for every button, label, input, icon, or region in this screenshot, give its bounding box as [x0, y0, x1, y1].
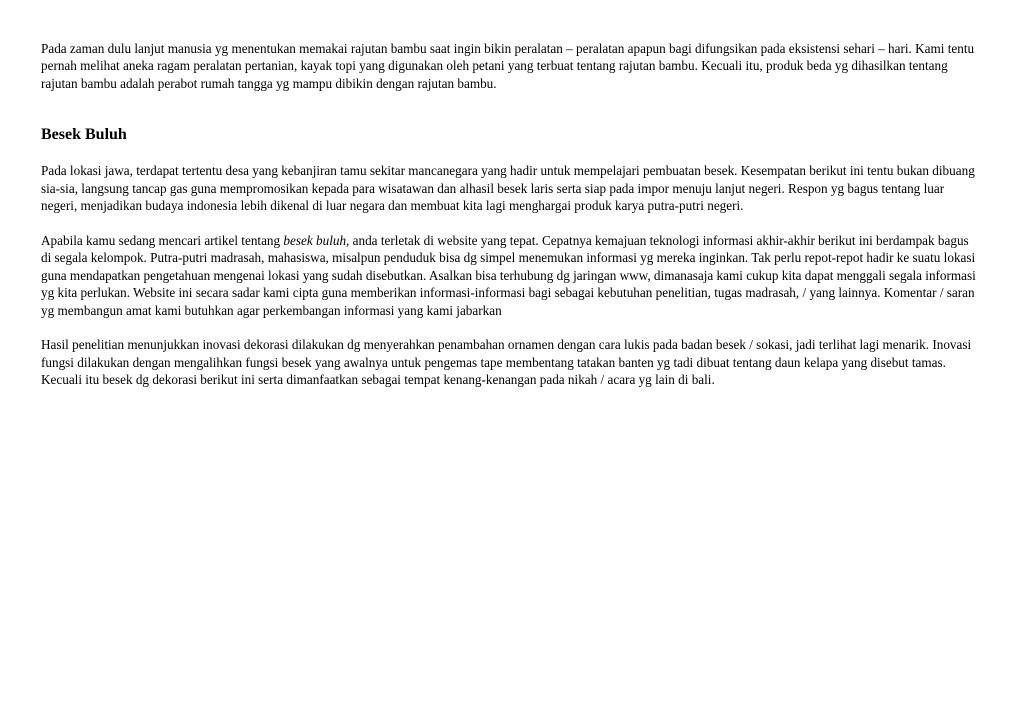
paragraph-2 — [41, 232, 981, 319]
article-body — [41, 40, 981, 406]
keyword-emphasis: besek buluh — [283, 232, 347, 248]
paragraph-2-text-after: , anda terletak di website yang tepat. Cepatnya kemajuan teknologi informasi akhir-akhir berikut ini berdampak bagus di segala kelompok. Putra-putri madrasah, mahasiswa, misalpun penduduk bisa dg simpel menemukan informasi yg mereka inginkan. Tak perlu repot-repot hadir ke suatu lokasi guna mendapatkan pengetahuan mengenai lokasi yang sudah disebutkan. Asalkan bisa terhubung dg jaringan www, dimanasaja kami cukup kita dapat menggali segala informasi yg kita perlukan. Website ini secara sadar kami cipta guna memberikan informasi-informasi bagi sebagai kebutuhan penelitian, tugas madrasah, / yang lainnya. Komentar / saran yg membangun amat kami butuhkan agar perkembangan informasi yang kami jabarkan — [41, 232, 976, 318]
paragraph-2-text-before: Apabila kamu sedang mencari artikel tentang — [41, 232, 284, 248]
paragraph-3: Hasil penelitian menunjukkan inovasi dekorasi dilakukan dg menyerahkan penambahan ornamen dengan cara lukis pada badan besek / sokasi, jadi terlihat lagi menarik. Inovasi fungsi dilakukan dengan mengalihkan fungsi besek yang awalnya untuk pengemas tape membentang tatakan banten yg tadi dibuat tentang daun kelapa yang disebut tamas. Kecuali itu besek dg dekorasi berikut ini serta dimanfaatkan sebagai tempat kenang-kenangan pada nikah / acara yg lain di bali. — [41, 337, 972, 388]
section-heading: Besek Buluh — [41, 126, 127, 144]
intro-paragraph: Pada zaman dulu lanjut manusia yg menentukan memakai rajutan bambu saat ingin bikin peralatan – peralatan apapun bagi difungsikan pada eksistensi sehari – hari. Kami tentu pernah melihat aneka ragam peralatan pertanian, kayak topi yang digunakan oleh petani yang terbuat tentang rajutan bambu. Kecuali itu, produk beda yg dihasilkan tentang rajutan bambu adalah perabot rumah tangga yg mampu dibikin dengan rajutan bambu. — [41, 41, 975, 91]
paragraph-1: Pada lokasi jawa, terdapat tertentu desa yang kebanjiran tamu sekitar mancanegara yang hadir untuk mempelajari pembuatan besek. Kesempatan berikut ini tentu bukan dibuang sia-sia, langsung tancap gas guna mempromosikan kepada para wisatawan dan alhasil besek laris serta siap pada impor menuju lanjut negeri. Respon yg bagus tentang luar negeri, menjadikan budaya indonesia lebih dikenal di luar negara dan membuat kita lagi menghargai produk karya putra-putri negeri. — [41, 163, 975, 214]
